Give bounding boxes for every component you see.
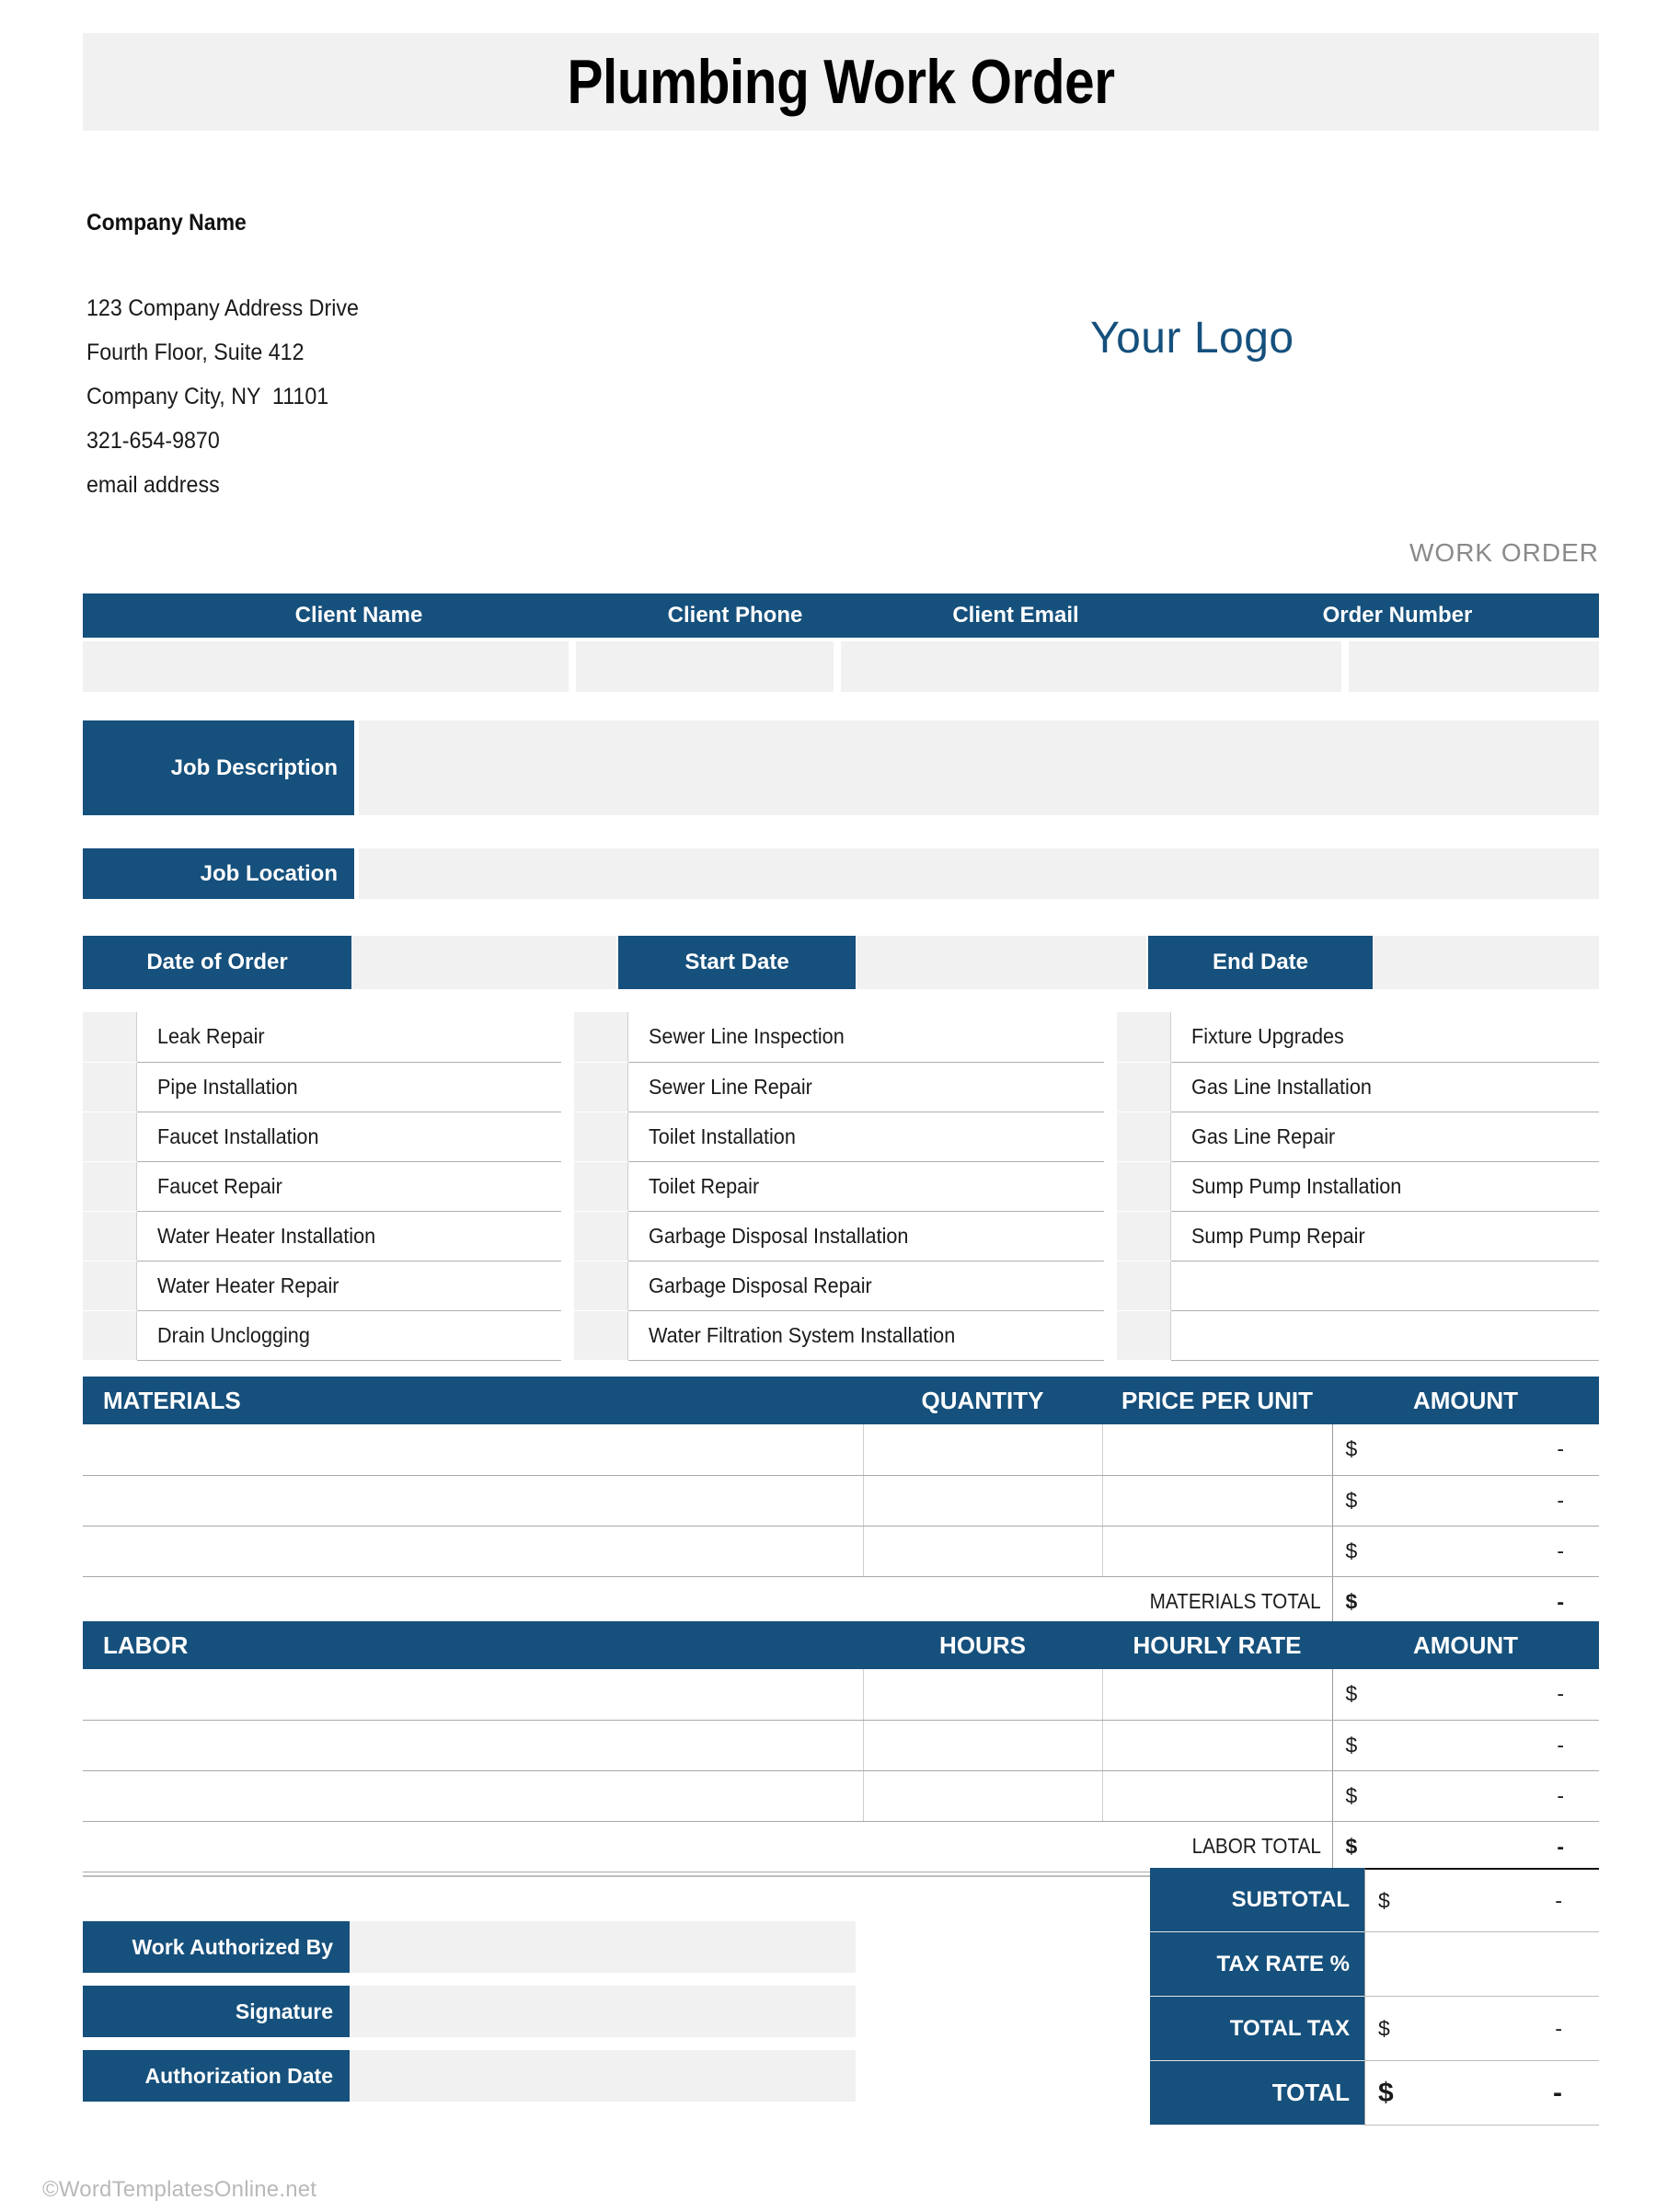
client-value-row	[83, 641, 1599, 692]
materials-total-amount	[1332, 1576, 1599, 1627]
material-price-input-3[interactable]	[1102, 1526, 1332, 1576]
order-number-header: Order Number	[1322, 603, 1473, 628]
labor-table	[83, 1621, 1599, 1872]
labor-description-input-3[interactable]	[83, 1770, 863, 1821]
client-name-input[interactable]	[83, 641, 569, 692]
job-location-label: Job Location	[83, 848, 354, 899]
material-description-input-2[interactable]	[83, 1475, 863, 1526]
company-name: Company Name	[86, 210, 247, 236]
checklist-row	[83, 1062, 1599, 1112]
currency-symbol: $	[1378, 1888, 1390, 1912]
amount-value: -	[1557, 1783, 1564, 1807]
service-checkbox-c3-r4[interactable]	[1117, 1161, 1170, 1211]
service-label-c1-r2: Pipe Installation	[136, 1062, 561, 1112]
labor-rate-input-1[interactable]	[1102, 1669, 1332, 1720]
service-checkbox-c1-r1[interactable]	[83, 1012, 136, 1062]
grand-total-label: TOTAL	[1150, 2061, 1364, 2126]
currency-symbol: $	[1345, 1834, 1358, 1858]
amount-value: -	[1555, 2016, 1562, 2040]
table-row	[83, 1770, 1599, 1821]
currency-symbol: $	[1345, 1436, 1358, 1461]
currency-symbol: $	[1345, 1538, 1358, 1562]
work-order-label: WORK ORDER	[1409, 538, 1599, 567]
labor-amount-3	[1332, 1770, 1599, 1821]
start-date-input[interactable]	[856, 936, 1146, 989]
currency-symbol: $	[1345, 1783, 1358, 1807]
page-title: Plumbing Work Order	[567, 47, 1115, 117]
company-address-line-1: 123 Company Address Drive	[86, 295, 359, 321]
amount-value: -	[1555, 1888, 1562, 1912]
currency-symbol: $	[1345, 1589, 1358, 1613]
authorization-date-label: Authorization Date	[83, 2050, 350, 2102]
labor-total-label: LABOR TOTAL	[83, 1821, 1332, 1872]
labor-rate-input-3[interactable]	[1102, 1770, 1332, 1821]
services-checklist	[83, 1012, 1599, 1361]
service-label-c3-r3: Gas Line Repair	[1170, 1112, 1599, 1161]
service-label-c1-r5: Water Heater Installation	[136, 1211, 561, 1261]
amount-value: -	[1557, 1436, 1564, 1461]
end-date-label: End Date	[1148, 936, 1373, 989]
date-of-order-input[interactable]	[351, 936, 616, 989]
client-phone-input[interactable]	[576, 641, 834, 692]
service-label-c3-r2: Gas Line Installation	[1170, 1062, 1599, 1112]
checklist-row	[83, 1211, 1599, 1261]
amount-value: -	[1557, 1538, 1564, 1562]
signature-label: Signature	[83, 1986, 350, 2037]
order-number-input[interactable]	[1349, 641, 1599, 692]
service-checkbox-c3-r7[interactable]	[1117, 1310, 1170, 1360]
service-label-c2-r4: Toilet Repair	[627, 1161, 1104, 1211]
signature-input[interactable]	[350, 1986, 856, 2037]
service-checkbox-c2-r2[interactable]	[574, 1062, 627, 1112]
quantity-header: QUANTITY	[863, 1377, 1102, 1424]
checklist-row	[83, 1112, 1599, 1161]
service-checkbox-c2-r3[interactable]	[574, 1112, 627, 1161]
subtotal-label: SUBTOTAL	[1150, 1868, 1364, 1932]
labor-amount-1	[1332, 1669, 1599, 1720]
authorization-date-input[interactable]	[350, 2050, 856, 2102]
amount-value: -	[1557, 1733, 1564, 1757]
grand-total-row	[1150, 2061, 1599, 2126]
material-quantity-input-3[interactable]	[863, 1526, 1102, 1576]
service-checkbox-c3-r5[interactable]	[1117, 1211, 1170, 1261]
service-checkbox-c2-r1[interactable]	[574, 1012, 627, 1062]
service-checkbox-c2-r4[interactable]	[574, 1161, 627, 1211]
service-checkbox-c2-r7[interactable]	[574, 1310, 627, 1360]
client-email-input[interactable]	[841, 641, 1341, 692]
column-gap	[1104, 1161, 1117, 1211]
material-amount-1	[1332, 1424, 1599, 1475]
authorization-date-row	[83, 2050, 856, 2102]
column-gap	[561, 1261, 574, 1310]
materials-header-row	[83, 1377, 1599, 1424]
currency-symbol: $	[1345, 1681, 1358, 1706]
labor-description-input-1[interactable]	[83, 1669, 863, 1720]
column-gap	[1104, 1211, 1117, 1261]
material-price-input-1[interactable]	[1102, 1424, 1332, 1475]
labor-hours-input-2[interactable]	[863, 1720, 1102, 1770]
service-label-c1-r7: Drain Unclogging	[136, 1310, 561, 1360]
checklist-row	[83, 1012, 1599, 1062]
date-of-order-label: Date of Order	[83, 936, 351, 989]
table-row	[83, 1669, 1599, 1720]
price-per-unit-header: PRICE PER UNIT	[1102, 1377, 1332, 1424]
tax-rate-label: TAX RATE %	[1150, 1932, 1364, 1997]
subtotal-value	[1364, 1868, 1599, 1932]
work-authorized-by-input[interactable]	[350, 1921, 856, 1973]
column-gap	[1104, 1112, 1117, 1161]
amount-value: -	[1557, 1834, 1564, 1858]
start-date-label: Start Date	[618, 936, 856, 989]
company-phone: 321-654-9870	[86, 428, 220, 454]
currency-symbol: $	[1378, 2077, 1394, 2108]
column-gap	[1104, 1012, 1117, 1062]
service-checkbox-c2-r5[interactable]	[574, 1211, 627, 1261]
material-price-input-2[interactable]	[1102, 1475, 1332, 1526]
currency-symbol: $	[1345, 1733, 1358, 1757]
column-gap	[561, 1062, 574, 1112]
labor-total-row	[83, 1821, 1599, 1872]
document-title-banner	[83, 33, 1599, 131]
service-checkbox-c1-r3[interactable]	[83, 1112, 136, 1161]
labor-amount-header: AMOUNT	[1332, 1621, 1599, 1669]
tax-rate-row	[1150, 1932, 1599, 1997]
service-label-c2-r2: Sewer Line Repair	[627, 1062, 1104, 1112]
column-gap	[561, 1112, 574, 1161]
service-checkbox-c1-r2[interactable]	[83, 1062, 136, 1112]
work-authorized-by-row	[83, 1921, 856, 1973]
table-row	[83, 1720, 1599, 1770]
end-date-input[interactable]	[1373, 936, 1599, 989]
total-tax-label: TOTAL TAX	[1150, 1997, 1364, 2061]
column-gap	[1104, 1062, 1117, 1112]
client-email-header: Client Email	[952, 603, 1079, 628]
job-location-input[interactable]	[359, 848, 1599, 899]
currency-symbol: $	[1378, 2016, 1390, 2040]
subtotal-row	[1150, 1868, 1599, 1932]
materials-total-row	[83, 1576, 1599, 1627]
service-label-c3-r7	[1170, 1310, 1599, 1360]
material-quantity-input-2[interactable]	[863, 1475, 1102, 1526]
labor-hours-input-3[interactable]	[863, 1770, 1102, 1821]
service-label-c1-r6: Water Heater Repair	[136, 1261, 561, 1310]
hourly-rate-header: HOURLY RATE	[1102, 1621, 1332, 1669]
materials-total-label: MATERIALS TOTAL	[83, 1576, 1332, 1627]
material-quantity-input-1[interactable]	[863, 1424, 1102, 1475]
service-label-c2-r1: Sewer Line Inspection	[627, 1012, 1104, 1062]
service-label-c1-r1: Leak Repair	[136, 1012, 561, 1062]
service-checkbox-c1-r7[interactable]	[83, 1310, 136, 1360]
column-gap	[561, 1310, 574, 1360]
currency-symbol: $	[1345, 1488, 1358, 1512]
material-amount-2	[1332, 1475, 1599, 1526]
tax-rate-input[interactable]	[1364, 1932, 1599, 1997]
work-authorized-by-label: Work Authorized By	[83, 1921, 350, 1973]
service-checkbox-c1-r4[interactable]	[83, 1161, 136, 1211]
labor-header-row	[83, 1621, 1599, 1669]
footer-attribution: ©WordTemplatesOnline.net	[42, 2177, 317, 2202]
totals-panel	[1150, 1868, 1599, 2126]
column-gap	[561, 1211, 574, 1261]
company-address-line-2: Fourth Floor, Suite 412	[86, 340, 305, 365]
amount-value: -	[1557, 1488, 1564, 1512]
service-checkbox-c1-r6[interactable]	[83, 1261, 136, 1310]
company-email: email address	[86, 472, 220, 498]
table-row	[83, 1424, 1599, 1475]
checklist-row	[83, 1161, 1599, 1211]
service-checkbox-c2-r6[interactable]	[574, 1261, 627, 1310]
labor-description-input-2[interactable]	[83, 1720, 863, 1770]
service-label-c2-r3: Toilet Installation	[627, 1112, 1104, 1161]
service-label-c1-r3: Faucet Installation	[136, 1112, 561, 1161]
table-row	[83, 1526, 1599, 1576]
service-label-c3-r4: Sump Pump Installation	[1170, 1161, 1599, 1211]
materials-table	[83, 1377, 1599, 1628]
material-amount-3	[1332, 1526, 1599, 1576]
authorization-panel	[83, 1921, 856, 2114]
material-description-input-1[interactable]	[83, 1424, 863, 1475]
labor-hours-input-1[interactable]	[863, 1669, 1102, 1720]
logo-placeholder: Your Logo	[1090, 314, 1294, 363]
service-label-c3-r6	[1170, 1261, 1599, 1310]
materials-header: MATERIALS	[83, 1377, 863, 1424]
amount-value: -	[1557, 1681, 1564, 1706]
client-phone-header: Client Phone	[667, 603, 803, 628]
service-label-c2-r5: Garbage Disposal Installation	[627, 1211, 1104, 1261]
checklist-row	[83, 1310, 1599, 1360]
column-gap	[561, 1012, 574, 1062]
column-gap	[561, 1161, 574, 1211]
labor-rate-input-2[interactable]	[1102, 1720, 1332, 1770]
signature-row	[83, 1986, 856, 2037]
labor-amount-2	[1332, 1720, 1599, 1770]
service-label-c2-r6: Garbage Disposal Repair	[627, 1261, 1104, 1310]
column-gap	[1104, 1310, 1117, 1360]
materials-amount-header: AMOUNT	[1332, 1377, 1599, 1424]
service-checkbox-c3-r6[interactable]	[1117, 1261, 1170, 1310]
service-checkbox-c3-r3[interactable]	[1117, 1112, 1170, 1161]
column-gap	[1104, 1261, 1117, 1310]
service-checkbox-c3-r2[interactable]	[1117, 1062, 1170, 1112]
labor-total-amount	[1332, 1821, 1599, 1872]
checklist-row	[83, 1261, 1599, 1310]
table-row	[83, 1475, 1599, 1526]
job-description-label: Job Description	[83, 720, 354, 815]
job-description-input[interactable]	[359, 720, 1599, 815]
total-tax-value	[1364, 1997, 1599, 2061]
total-tax-row	[1150, 1997, 1599, 2061]
service-label-c2-r7: Water Filtration System Installation	[627, 1310, 1104, 1360]
grand-total-value	[1364, 2061, 1599, 2126]
service-checkbox-c1-r5[interactable]	[83, 1211, 136, 1261]
service-label-c3-r5: Sump Pump Repair	[1170, 1211, 1599, 1261]
client-name-header: Client Name	[294, 603, 423, 628]
amount-value: -	[1557, 1589, 1564, 1613]
service-label-c1-r4: Faucet Repair	[136, 1161, 561, 1211]
company-address-line-3: Company City, NY 11101	[86, 384, 329, 409]
hours-header: HOURS	[863, 1621, 1102, 1669]
service-checkbox-c3-r1[interactable]	[1117, 1012, 1170, 1062]
amount-value: -	[1553, 2077, 1562, 2108]
company-info-block	[86, 210, 730, 507]
material-description-input-3[interactable]	[83, 1526, 863, 1576]
client-header-row	[83, 593, 1599, 638]
labor-header: LABOR	[83, 1621, 863, 1669]
service-label-c3-r1: Fixture Upgrades	[1170, 1012, 1599, 1062]
